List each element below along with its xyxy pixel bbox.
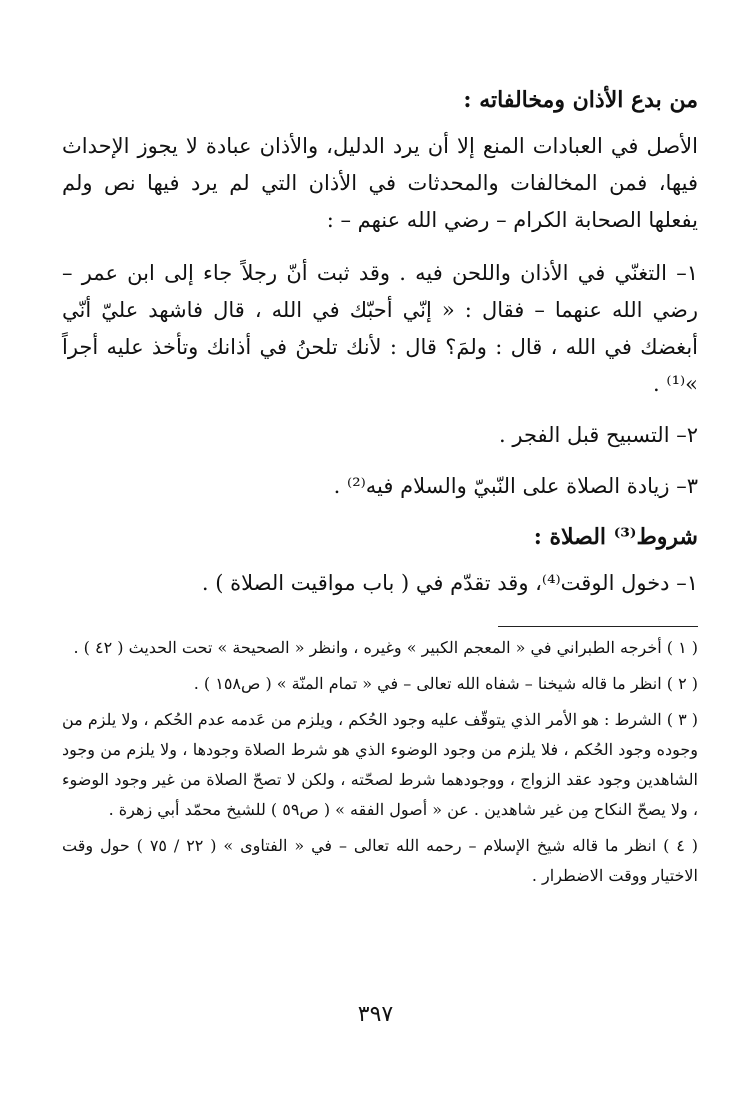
- list-item: ٣– زيادة الصلاة على النّبيّ والسلام فيه⁽²⁾ .: [333, 474, 698, 498]
- footnote-1: ( ١ ) أخرجه الطبراني في « المعجم الكبير » وغيره ، وانظر « الصحيحة » تحت الحديث ( ٤٢ ) .: [73, 638, 698, 657]
- page-number: ٣٩٧: [357, 1002, 394, 1027]
- intro-paragraph: الأصل في العبادات المنع إلا أن يرد الدليل، والأذان عبادة لا يجوز الإحداث فيها، فمن المخالفات والمحدثات في الأذان التي لم يرد فيها نص ولم يفعلها الصحابة الكرام – رضي الله عنهم – :: [62, 134, 698, 232]
- section-heading-prayer-conditions: شروط⁽³⁾ الصلاة :: [533, 524, 698, 550]
- section-heading-adhan-innovations: من بدع الأذان ومخالفاته :: [463, 87, 698, 113]
- footnote-divider: [498, 626, 698, 627]
- footnote-4: ( ٤ ) انظر ما قاله شيخ الإسلام – رحمه الله تعالى – في « الفتاوى » ( ٢٢ / ٧٥ ) حول وقت الاختيار ووقت الاضطرار .: [62, 836, 699, 885]
- footnote-2: ( ٢ ) انظر ما قاله شيخنا – شفاه الله تعالى – في « تمام المنّة » ( ص١٥٨ ) .: [193, 674, 698, 693]
- list-item: ١– دخول الوقت⁽⁴⁾، وقد تقدّم في ( باب مواقيت الصلاة ) .: [201, 571, 698, 595]
- list-item: ١– التغنّي في الأذان واللحن فيه . وقد ثبت أنّ رجلاً جاء إلى ابن عمر – رضي الله عنهما – فقال : « إنّي أحبّك في الله ، قال فاشهد عليّ أنّي أبغضك في الله ، قال : ولمَ؟ قال : لأنك تلحنُ في أذانك وتأخذ عليه أجراً »⁽¹⁾ .: [62, 261, 698, 396]
- list-item: ٢– التسبيح قبل الفجر .: [499, 423, 698, 447]
- footnote-3: ( ٣ ) الشرط : هو الأمر الذي يتوقّف عليه وجود الحُكم ، ويلزم من عَدمه عدم الحُكم ، ولا يلزم من وجوده وجود الحُكم ، فلا يلزم من وجود الوضوء الذي هو شرط الصلاة وجودها ، ولا يلزم من وجود الشاهدين وجود عقد الزواج ، ووجودهما شرط لصحّته ، ولكن لا تصحّ الصلاة من غير وجود الوضوء ، ولا يصحّ النكاح مِن غير شاهدين . عن « أصول الفقه » ( ص٥٩ ) للشيخ محمّد أبي زهرة .: [61, 710, 698, 819]
- page-body: [62, 82, 698, 897]
